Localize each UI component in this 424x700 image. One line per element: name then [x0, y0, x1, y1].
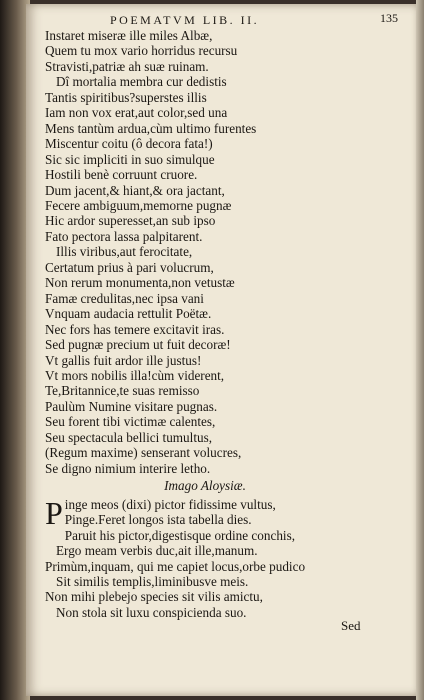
poem-line: Sit similis templis,liminibusve meis.	[56, 574, 249, 590]
poem-line: Nec fors has temere excitavit iras.	[45, 321, 225, 337]
poem-line: Hostili benè corruunt cruore.	[45, 167, 198, 183]
poem-text	[45, 28, 365, 476]
poem-line: Instaret miseræ ille miles Albæ,	[45, 28, 213, 43]
poem-line: Certatum prius à pari volucrum,	[45, 259, 214, 275]
poem-line: Hic ardor superesset,an sub ipso	[45, 213, 216, 229]
page-number: 135	[380, 11, 398, 25]
poem-line: (Regum maxime) senserant volucres,	[45, 445, 242, 461]
catchword: Sed	[341, 618, 361, 633]
poem-line: Dum jacent,& hiant,& ora jactant,	[45, 182, 225, 198]
poem-line: Vt gallis fuit ardor ille justus!	[45, 352, 202, 368]
drop-cap: P	[45, 495, 63, 531]
poem-line: Fecere ambiguum,memorne pugnæ	[45, 197, 232, 213]
poem-line: Non stola sit luxu conspicienda suo.	[56, 604, 247, 620]
poem-line: Tantis spiritibus?superstes illis	[45, 89, 207, 105]
poem-line: Famæ credulitas,nec ipsa vani	[45, 290, 204, 306]
poem-line: Primùm,inquam, qui me capiet locus,orbe pudico	[45, 558, 306, 574]
poem-line: Te,Britannice,te suas remisso	[45, 383, 200, 399]
poem-line: Vnquam audacia rettulit Poëtæ.	[45, 306, 212, 322]
page-edge	[416, 0, 424, 700]
poem-line: Miscentur coitu (ô decora fata!)	[45, 136, 213, 152]
poem-line: Quem tu mox vario horridus recursu	[45, 43, 238, 59]
second-poem-title: Imago Aloysiæ.	[164, 478, 246, 493]
poem-line: Sic sic impliciti in suo simulque	[45, 151, 215, 167]
running-title: POEMATVM LIB. II.	[110, 13, 260, 27]
page-header	[58, 13, 398, 29]
poem-line: Se digno nimium interire letho.	[45, 460, 211, 476]
poem-line: Paruit his pictor,digestisque ordine conchis,	[64, 527, 296, 543]
poem-line: Mens tantùm ardua,cùm ultimo furentes	[45, 120, 257, 136]
poem-line: Seu forent tibi victimæ calentes,	[45, 414, 216, 430]
poem-line: Non rerum monumenta,non vetustæ	[45, 275, 235, 291]
poem-line: Sed pugnæ precium ut fuit decoræ!	[45, 337, 231, 353]
poem-line: Seu spectacula bellici tumultus,	[45, 429, 213, 445]
poem-line: Iam non vox erat,aut color,sed una	[45, 105, 228, 121]
poem-line: Dî mortalia membra cur dedistis	[56, 74, 227, 90]
poem-line: Illis viribus,aut ferocitate,	[56, 244, 193, 260]
poem-line: Pinge.Feret longos ista tabella dies.	[64, 512, 252, 528]
poem-line: Stravisti,patriæ ah suæ ruinam.	[45, 58, 209, 74]
poem-line: Paulùm Numine visitare pugnas.	[45, 398, 218, 414]
second-poem-text	[45, 497, 375, 620]
poem-line: Ergo meam verbis duc,ait ille,manum.	[56, 543, 258, 559]
poem-line: Fato pectora lassa palpitarent.	[45, 228, 203, 244]
poem-line: Non mihi plebejo species sit vilis amictu,	[45, 589, 263, 605]
poem-line: Vt mors nobilis illa!cùm viderent,	[45, 367, 225, 383]
poem-line: inge meos (dixi) pictor fidissime vultus,	[64, 497, 276, 512]
